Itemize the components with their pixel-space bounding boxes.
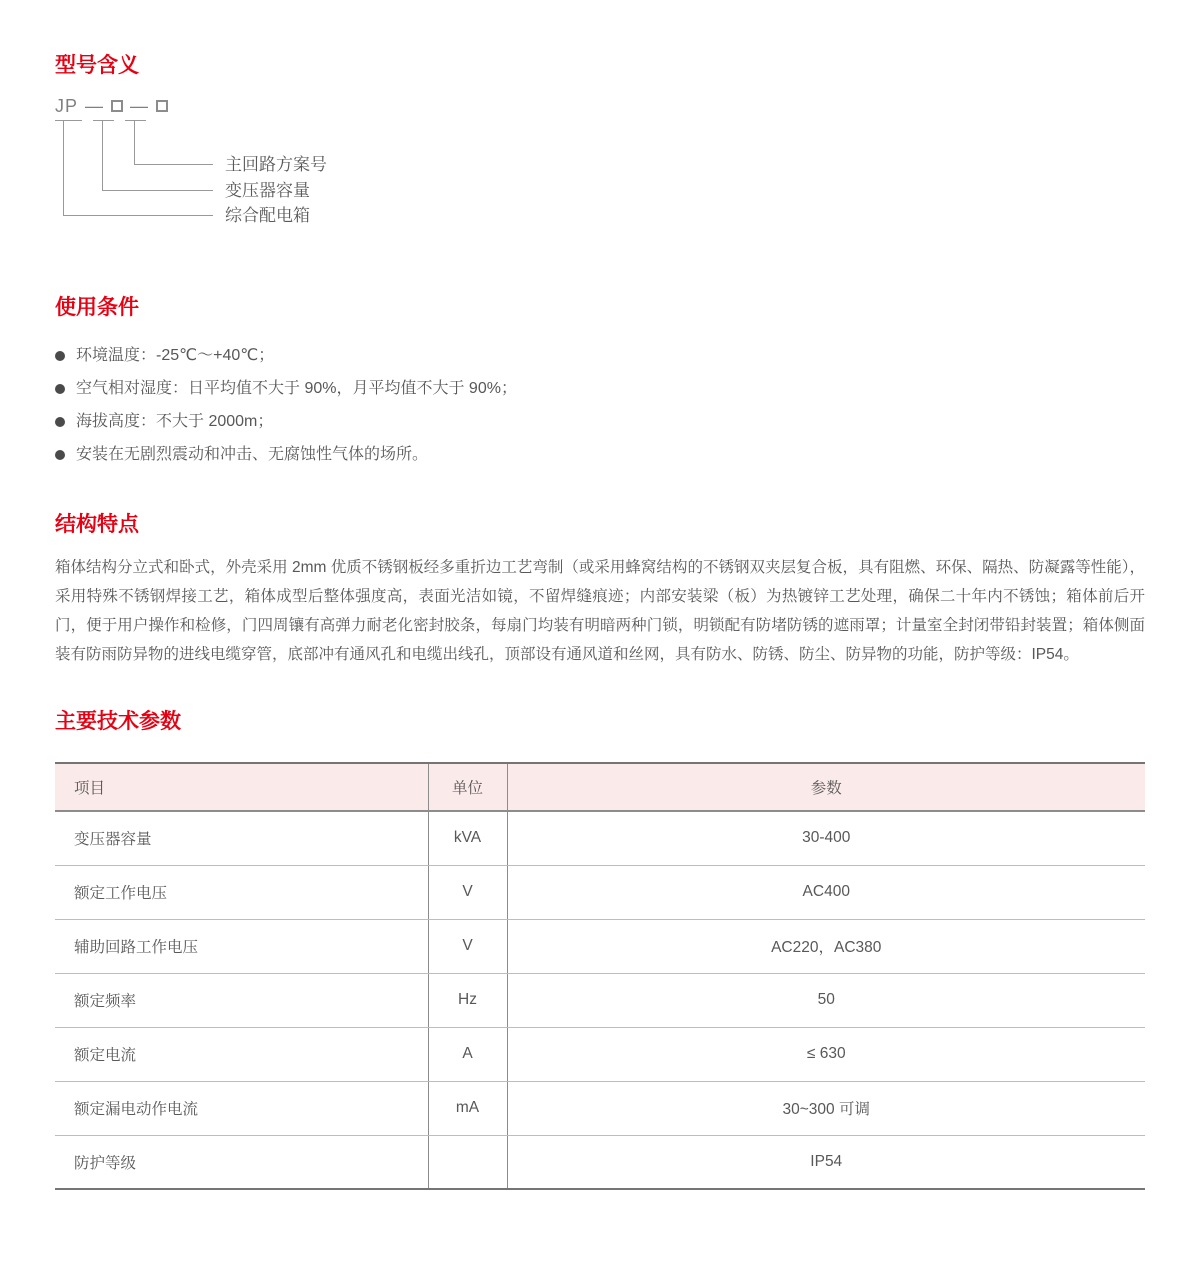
param-unit [428,1135,507,1189]
list-item [55,378,1145,400]
table-row [55,1081,1145,1135]
model-number-diagram [55,95,1145,235]
param-unit: mA [428,1081,507,1135]
table-row [55,811,1145,865]
column-header-parameter: 参数 [507,763,1145,811]
bullet-icon [55,384,65,394]
underline-prefix [55,120,82,121]
param-item: 变压器容量 [55,811,428,865]
connector-line-vertical-right [134,120,135,164]
param-item: 额定漏电动作电流 [55,1081,428,1135]
param-value: AC220，AC380 [507,919,1145,973]
list-item [55,444,1145,466]
table-row [55,1027,1145,1081]
model-dash: — [85,95,105,116]
table-header-row [55,763,1145,811]
param-item: 额定频率 [55,973,428,1027]
connector-line-to-label-3 [63,215,213,216]
param-item: 额定工作电压 [55,865,428,919]
param-value: 30~300 可调 [507,1081,1145,1135]
param-unit: kVA [428,811,507,865]
condition-text: 空气相对湿度：日平均值不大于 90%，月平均值不大于 90%； [76,380,517,397]
connector-line-vertical-left [63,120,64,215]
param-unit: V [428,919,507,973]
underline-square-1 [93,120,114,121]
table-row [55,865,1145,919]
list-item [55,411,1145,433]
param-value: AC400 [507,865,1145,919]
connector-line-to-label-2 [102,190,213,191]
bullet-icon [55,351,65,361]
param-unit: V [428,865,507,919]
usage-conditions-title: 使用条件 [55,296,139,319]
model-placeholder-square-1 [111,100,123,112]
usage-conditions-list [55,345,1145,466]
technical-parameters-table [55,762,1145,1190]
table-row [55,973,1145,1027]
model-placeholder-square-2 [156,100,168,112]
param-value: ≤ 630 [507,1027,1145,1081]
model-meaning-title: 型号含义 [55,54,139,77]
param-item: 额定电流 [55,1027,428,1081]
table-row [55,1135,1145,1189]
diagram-label-main-circuit: 主回路方案号 [225,155,327,174]
param-value: IP54 [810,1152,843,1170]
bullet-icon [55,450,65,460]
bullet-icon [55,417,65,427]
table-row [55,919,1145,973]
param-item: 防护等级 [74,1154,137,1172]
column-header-unit: 单位 [428,763,507,811]
param-item: 辅助回路工作电压 [55,919,428,973]
model-prefix: JP [55,95,79,116]
param-unit: A [428,1027,507,1081]
column-header-item: 项目 [55,763,428,811]
connector-line-vertical-middle [102,120,103,190]
model-code [55,95,168,117]
list-item [55,345,1145,367]
underline-square-2 [125,120,146,121]
connector-line-to-label-1 [134,164,213,165]
condition-text: 安装在无剧烈震动和冲击、无腐蚀性气体的场所。 [76,446,429,463]
param-value: 30-400 [507,811,1145,865]
param-value: 50 [507,973,1145,1027]
structure-features-paragraph: 箱体结构分立式和卧式，外壳采用 2mm 优质不锈钢板经多重折边工艺弯制（或采用蜂窝结构的不锈钢双夹层复合板，具有阻燃、环保、隔热、防凝露等性能），采用特殊不锈钢焊接工艺，箱体成型后整体强度高，表面光洁如镜，不留焊缝痕迹；内部安装梁（板）为热镀锌工艺处理，确保二十年内不锈蚀；箱体前后开门，便于用户操作和检修，门四周镶有高弹力耐老化密封胶条，每扇门均装有明暗两种门锁，明锁配有防堵防锈的遮雨罩；计量室全封闭带铅封装置；箱体侧面装有防雨防异物的进线电缆穿管，底部冲有通风孔和电缆出线孔，顶部设有通风道和丝网，具有防水、防锈、防尘、防异物的功能，防护等级：IP54。 [55,559,1145,663]
structure-features-title: 结构特点 [55,513,139,536]
diagram-label-distribution-box: 综合配电箱 [225,206,310,225]
condition-text: 海拔高度：不大于 2000m； [76,413,274,430]
diagram-label-transformer-capacity: 变压器容量 [225,181,310,200]
param-unit: Hz [428,973,507,1027]
model-dash: — [130,95,150,116]
technical-parameters-title: 主要技术参数 [55,710,181,733]
condition-text: 环境温度：-25℃～+40℃； [76,347,275,364]
